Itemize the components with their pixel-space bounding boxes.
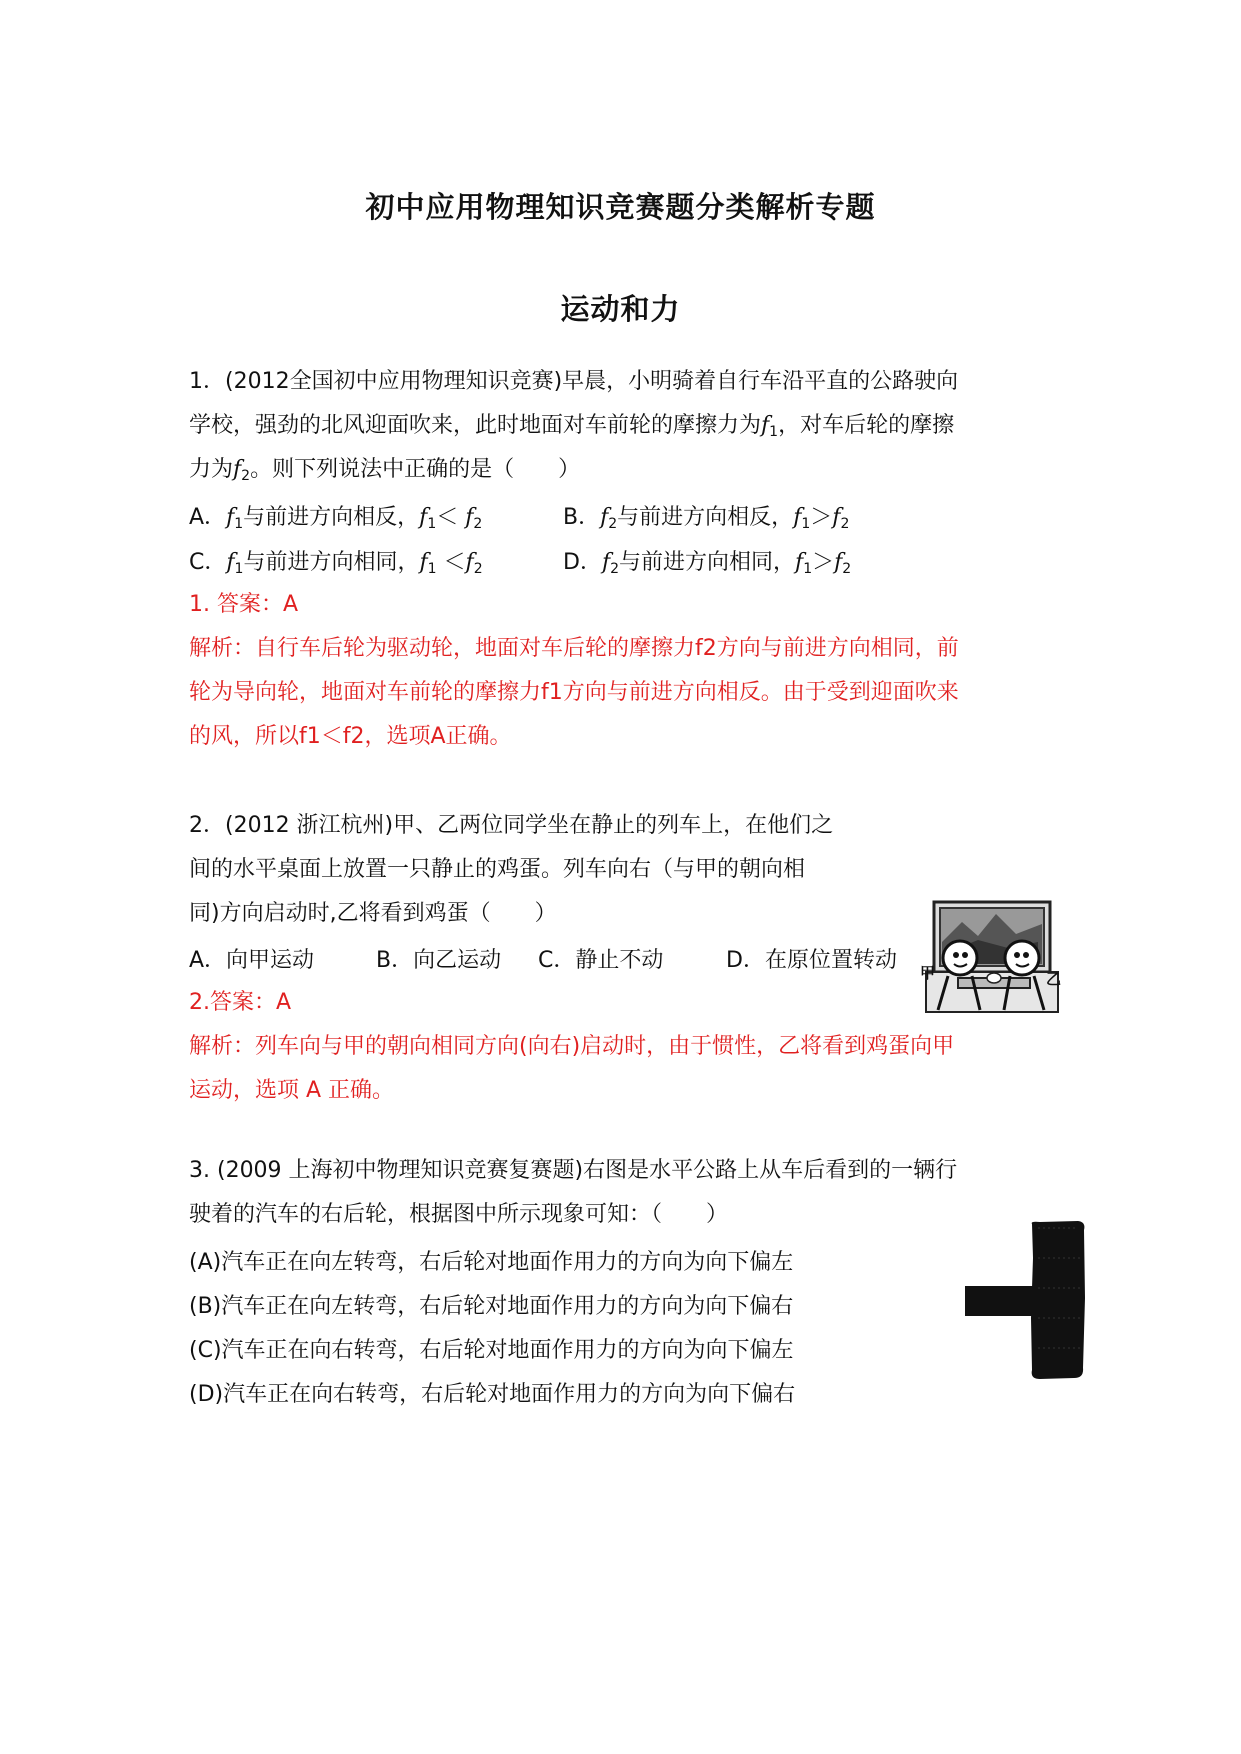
q1-analysis-line-1: 解析：自行车后轮为驱动轮，地面对车后轮的摩擦力f2方向与前进方向相同，前 — [189, 636, 959, 661]
q3-option-c: (C)汽车正在向右转弯，右后轮对地面作用力的方向为向下偏左 — [189, 1338, 794, 1363]
q2-option-c: C．静止不动 — [538, 948, 664, 973]
q2-line-3: 同)方向启动时,乙将看到鸡蛋（ ） — [189, 901, 557, 926]
q1-option-a: A．$f_1$与前进方向相反，$f_1< f_2$ — [189, 505, 483, 532]
document-subtitle: 运动和力 — [560, 292, 681, 326]
q2-option-a: A．向甲运动 — [189, 948, 315, 973]
q2-option-d: D．在原位置转动 — [726, 948, 897, 973]
q2-analysis-line-2: 运动，选项 A 正确。 — [189, 1078, 395, 1103]
q1-option-c: C．$f_1$与前进方向相同，$f_1 <f_2$ — [189, 550, 483, 577]
q1-answer: 1. 答案：A — [189, 592, 299, 617]
q1-option-b: B．$f_2$与前进方向相反，$f_1>f_2$ — [563, 505, 850, 532]
document-title: 初中应用物理知识竞赛题分类解析专题 — [365, 190, 876, 224]
figure-label-yi: 乙 — [1046, 970, 1062, 988]
q1-line-3: 力为$f_2$。则下列说法中正确的是（ ） — [189, 457, 581, 484]
train-students-illustration — [918, 898, 1068, 1018]
rear-wheel-illustration — [960, 1218, 1092, 1388]
q2-line-1: 2．(2012 浙江杭州)甲、乙两位同学坐在静止的列车上，在他们之 — [189, 813, 834, 838]
q1-option-d: D．$f_2$与前进方向相同，$f_1>f_2$ — [563, 550, 852, 577]
q3-line-1: 3. (2009 上海初中物理知识竞赛复赛题)右图是水平公路上从车后看到的一辆行 — [189, 1158, 958, 1183]
q2-option-b: B．向乙运动 — [376, 948, 502, 973]
q3-option-d: (D)汽车正在向右转弯，右后轮对地面作用力的方向为向下偏右 — [189, 1382, 796, 1407]
figure-label-jia: 甲 — [920, 964, 936, 982]
q1-analysis-line-2: 轮为导向轮，地面对车前轮的摩擦力f1方向与前进方向相反。由于受到迎面吹来 — [189, 680, 959, 705]
q1-analysis-line-3: 的风，所以f1＜f2，选项A正确。 — [189, 724, 512, 749]
q3-option-b: (B)汽车正在向左转弯，右后轮对地面作用力的方向为向下偏右 — [189, 1294, 794, 1319]
q2-answer: 2.答案：A — [189, 990, 292, 1015]
q2-analysis-line-1: 解析：列车向与甲的朝向相同方向(向右)启动时，由于惯性，乙将看到鸡蛋向甲 — [189, 1034, 955, 1059]
q3-line-2: 驶着的汽车的右后轮，根据图中所示现象可知：（ ） — [189, 1202, 729, 1227]
q2-line-2: 间的水平桌面上放置一只静止的鸡蛋。列车向右（与甲的朝向相 — [189, 857, 806, 882]
q3-option-a: (A)汽车正在向左转弯，右后轮对地面作用力的方向为向下偏左 — [189, 1250, 794, 1275]
q1-line-1: 1．(2012全国初中应用物理知识竞赛)早晨，小明骑着自行车沿平直的公路驶向 — [189, 369, 959, 394]
q1-line-2: 学校，强劲的北风迎面吹来，此时地面对车前轮的摩擦力为$f_1$，对车后轮的摩擦 — [189, 413, 955, 440]
